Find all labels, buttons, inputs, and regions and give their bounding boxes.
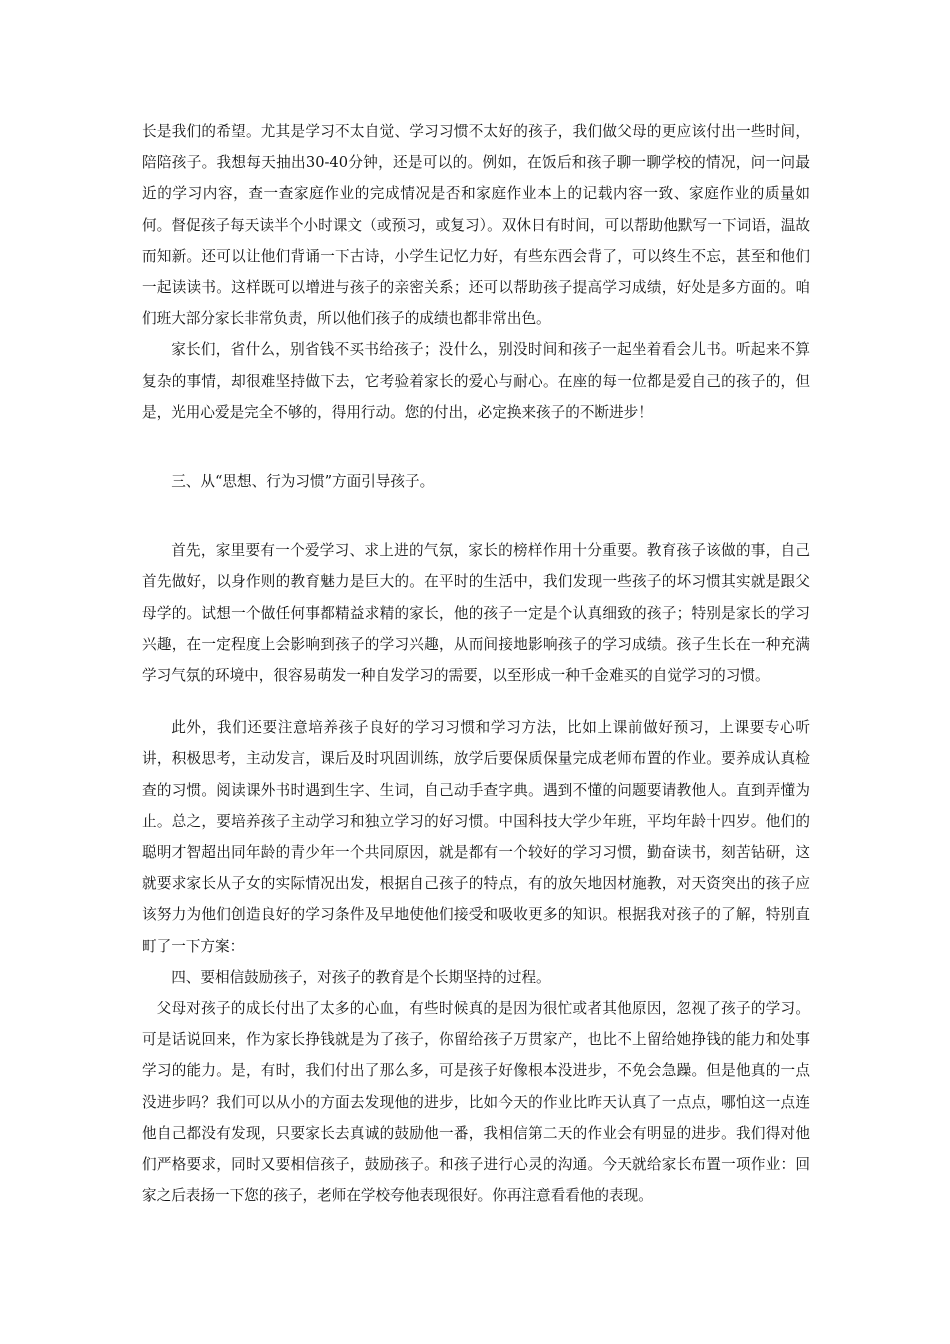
section-heading-4: 四、要相信鼓励孩子，对孩子的教育是个长期坚持的过程。 <box>171 968 551 986</box>
paragraph-study-time: 长是我们的希望。尤其是学习不太自觉、学习习惯不太好的孩子，我们做父母的更应该付出一些时间，陪陪孩子。我想每天抽出30-40分钟，还是可以的。例如，在饭后和孩子聊一聊学校的情况，问一问最近的学习内容，查一查家庭作业的完成情况是否和家庭作业本上的记载内容一致、家庭作业的质量如何。督促孩子每天读半个小时课文（或预习，或复习）。双休日有时间，可以帮助他默写一下词语，温故而知新。还可以让他们背诵一下古诗，小学生记忆力好，有些东西会背了，可以终生不忘，甚至和他们一起读读书。这样既可以增进与孩子的亲密关系；还可以帮助孩子提高学习成绩，好处是多方面的。咱们班大部分家长非常负责，所以他们孩子的成绩也都非常出色。 <box>142 123 810 328</box>
spacer <box>142 497 810 535</box>
paragraph-study-habits: 此外，我们还要注意培养孩子良好的学习习惯和学习方法，比如上课前做好预习，上课要专心听讲，积极思考，主动发言，课后及时巩固训练，放学后要保质保量完成老师布置的作业。要养成认真检查的习惯。阅读课外书时遇到生字、生词，自己动手查字典。遇到不懂的问题要请教他人。直到弄懂为止。总之，要培养孩子主动学习和独立学习的好习惯。中国科技大学少年班，平均年龄十四岁。他们的聪明才智超出同年龄的青少年一个共同原因，就是都有一个较好的学习习惯，勤奋读书，刻苦钻研，这就要求家长从子女的实际情况出发，根据自己孩子的特点，有的放矢地因材施教，对天资突出的孩子应该努力为他们创造良好的学习条件及早地使他们接受和吸收更多的知识。根据我对孩子的了解，特别直町了一下方案： <box>142 719 810 955</box>
spacer <box>142 691 810 712</box>
section-heading-3: 三、从“思想、行为习惯”方面引导孩子。 <box>171 473 435 491</box>
paragraph-encourage: 父母对孩子的成长付出了太多的心血，有些时候真的是因为很忙或者其他原因，忽视了孩子的学习。可是话说回来，作为家长挣钱就是为了孩子，你留给孩子万贯家产，也比不上留给她挣钱的能力和处事学习的能力。是，有时，我们付出了那么多，可是孩子好像根本没进步，不免会急躁。但是他真的一点没进步吗？我们可以从小的方面去发现他的进步，比如今天的作业比昨天认真了一点点，哪怕这一点连他自己都没有发现，只要家长去真诚的鼓励他一番，我相信第二天的作业会有明显的进步。我们得对他们严格要求，同时又要相信孩子，鼓励孩子。和孩子进行心灵的沟通。今天就给家长布置一项作业：回家之后表扬一下您的孩子，老师在学校夸他表现很好。你再注意看看他的表现。 <box>142 1000 810 1205</box>
document-body <box>142 116 810 1212</box>
spacer <box>142 428 810 466</box>
paragraph-parents-books: 家长们，省什么，别省钱不买书给孩子；没什么，别没时间和孩子一起坐着看会儿书。听起来不算复杂的事情，却很难坚持做下去，它考验着家长的爱心与耐心。在座的每一位都是爱自己的孩子的，但是，光用心爱是完全不够的，得用行动。您的付出，必定换来孩子的不断进步！ <box>142 341 810 421</box>
paragraph-role-model: 首先，家里要有一个爱学习、求上进的气氛，家长的榜样作用十分重要。教育孩子该做的事，自己首先做好，以身作则的教育魅力是巨大的。在平时的生活中，我们发现一些孩子的坏习惯其实就是跟父母学的。试想一个做任何事都精益求精的家长，他的孩子一定是个认真细致的孩子；特别是家长的学习兴趣，在一定程度上会影响到孩子的学习兴趣，从而间接地影响孩子的学习成绩。孩子生长在一种充满学习气氛的环境中，很容易萌发一种自发学习的需要，以至形成一种千金难买的自觉学习的习惯。 <box>142 542 810 685</box>
